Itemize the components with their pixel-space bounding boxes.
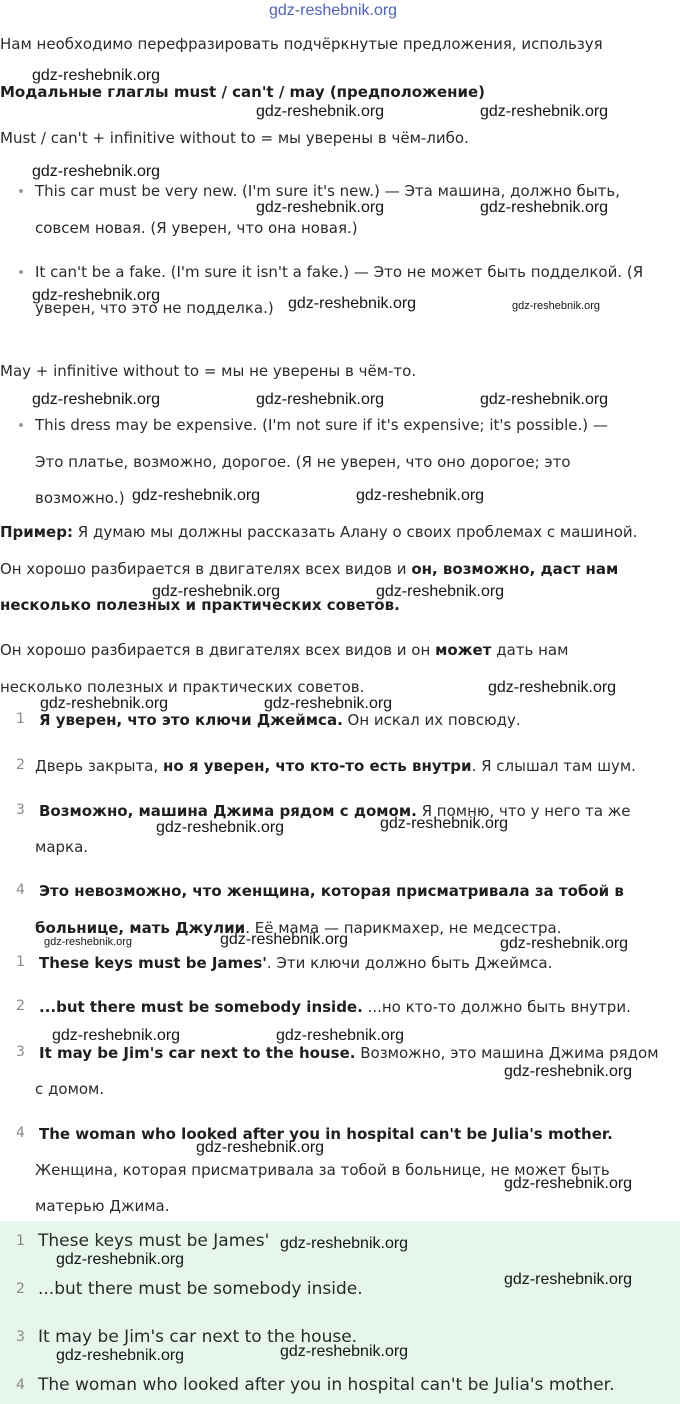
task-text: марка. <box>35 838 89 856</box>
final-number: 1 <box>16 1233 25 1249</box>
final-answer: These keys must be James' <box>38 1231 270 1251</box>
answer-number: 3 <box>16 1044 25 1060</box>
answer-item <box>39 953 552 973</box>
example-line <box>0 640 568 660</box>
final-answer: ...but there must be somebody inside. <box>38 1279 363 1299</box>
answer-number: 1 <box>16 954 25 970</box>
watermark-text: gdz-reshebnik.org <box>280 1343 409 1360</box>
watermark-text: gdz-reshebnik.org <box>512 300 601 312</box>
answer-text: ...но кто-то должно быть внутри. <box>362 998 631 1016</box>
bullet-dot <box>19 423 23 427</box>
watermark-text: gdz-reshebnik.org <box>32 163 161 180</box>
intro-text: Нам необходимо перефразировать подчёркнутые предложения, используя <box>0 35 603 53</box>
task-highlight: Это невозможно, что женщина, которая присматривала за тобой в <box>39 882 624 900</box>
task-text: . Я слышал там шум. <box>471 757 636 775</box>
watermark-text: gdz-reshebnik.org <box>376 583 505 600</box>
task-item <box>39 801 631 821</box>
watermark-text: gdz-reshebnik.org <box>156 819 285 836</box>
final-answer: It may be Jim's car next to the house. <box>38 1327 358 1347</box>
watermark-text: gdz-reshebnik.org <box>56 1347 185 1364</box>
must-rule: Must / can't + infinitive without to = мы уверены в чём-либо. <box>0 129 469 147</box>
watermark-text: gdz-reshebnik.org <box>32 391 161 408</box>
example-highlight: может <box>435 641 492 659</box>
bullet-text: It can't be a fake. (I'm sure it isn't a fake.) — Это не может быть подделкой. (Я <box>35 263 644 281</box>
bullet-dot <box>19 189 23 193</box>
watermark-text: gdz-reshebnik.org <box>480 391 609 408</box>
watermark-text: gdz-reshebnik.org <box>152 583 281 600</box>
may-rule: May + infinitive without to = мы не уверены в чём-то. <box>0 362 417 380</box>
answer-highlight: These keys must be James' <box>39 954 267 972</box>
answer-item <box>39 997 631 1017</box>
task-highlight: больнице, мать Джулии <box>35 919 246 937</box>
example-text: несколько полезных и практических советов. <box>0 678 365 696</box>
task-highlight: Возможно, машина Джима рядом с домом. <box>39 802 417 820</box>
watermark-text: gdz-reshebnik.org <box>504 1063 633 1080</box>
answer-text: Женщина, которая присматривала за тобой в больнице, не может быть <box>35 1161 610 1179</box>
final-answer: The woman who looked after you in hospital can't be Julia's mother. <box>38 1375 615 1395</box>
task-number: 2 <box>16 757 25 773</box>
watermark-text: gdz-reshebnik.org <box>220 931 349 948</box>
bullet-text: Это платье, возможно, дорогое. (Я не уверен, что оно дорогое; это <box>35 453 571 471</box>
watermark-text: gdz-reshebnik.org <box>196 1139 325 1156</box>
example-highlight: он, возможно, даст нам <box>411 560 619 578</box>
answer-text: матерью Джима. <box>35 1197 170 1215</box>
watermark-text: gdz-reshebnik.org <box>504 1271 633 1288</box>
bullet-dot <box>19 270 23 274</box>
bullet-text: This car must be very new. (I'm sure it's new.) — Эта машина, должно быть, <box>35 182 620 200</box>
bullet-text: This dress may be expensive. (I'm not sure if it's expensive; it's possible.) — <box>35 416 608 434</box>
watermark-text: gdz-reshebnik.org <box>132 487 261 504</box>
bullet-text: возможно.) <box>35 489 125 507</box>
final-number: 4 <box>16 1377 25 1393</box>
task-highlight: но я уверен, что кто-то есть внутри <box>162 757 472 775</box>
task-text: . Её мама — парикмахер, не медсестра. <box>245 919 562 937</box>
answer-item <box>39 1043 659 1063</box>
watermark-text: gdz-reshebnik.org <box>269 2 398 19</box>
example-highlight: несколько полезных и практических советов. <box>0 596 400 614</box>
answer-text: с домом. <box>35 1080 105 1098</box>
answer-highlight: ...but there must be somebody inside. <box>39 998 363 1016</box>
final-number: 3 <box>16 1329 25 1345</box>
answer-highlight: The woman who looked after you in hospital can't be Julia's mother. <box>39 1125 613 1143</box>
task-text: Я помню, что у него та же <box>416 802 631 820</box>
example-line <box>0 522 637 542</box>
example-label: Пример: <box>0 523 73 541</box>
watermark-text: gdz-reshebnik.org <box>276 1027 405 1044</box>
task-highlight: Я уверен, что это ключи Джеймса. <box>39 711 343 729</box>
example-line <box>0 559 618 579</box>
watermark-text: gdz-reshebnik.org <box>500 935 629 952</box>
task-item <box>35 756 636 776</box>
watermark-text: gdz-reshebnik.org <box>256 199 385 216</box>
answer-number: 2 <box>16 998 25 1014</box>
task-number: 4 <box>16 882 25 898</box>
example-text: Я думаю мы должны рассказать Алану о своих проблемах с машиной. <box>72 523 638 541</box>
watermark-text: gdz-reshebnik.org <box>264 695 393 712</box>
bullet-text: совсем новая. (Я уверен, что она новая.) <box>35 219 358 237</box>
example-text: Он хорошо разбирается в двигателях всех видов и <box>0 560 412 578</box>
answer-number: 4 <box>16 1125 25 1141</box>
watermark-text: gdz-reshebnik.org <box>480 103 609 120</box>
task-text: Он искал их повсюду. <box>342 711 521 729</box>
modal-title: Модальные глаглы must / can't / may (предположение) <box>0 83 486 101</box>
watermark-text: gdz-reshebnik.org <box>280 1235 409 1252</box>
answer-text: . Эти ключи должно быть Джеймса. <box>266 954 553 972</box>
bullet-text: уверен, что это не подделка.) <box>35 299 274 317</box>
answer-highlight: It may be Jim's car next to the house. <box>39 1044 356 1062</box>
task-item <box>39 710 521 730</box>
watermark-text: gdz-reshebnik.org <box>256 391 385 408</box>
task-number: 1 <box>16 711 25 727</box>
watermark-text: gdz-reshebnik.org <box>256 103 385 120</box>
task-text: Дверь закрыта, <box>35 757 163 775</box>
watermark-text: gdz-reshebnik.org <box>32 67 161 84</box>
watermark-text: gdz-reshebnik.org <box>504 1175 633 1192</box>
watermark-text: gdz-reshebnik.org <box>480 199 609 216</box>
watermark-text: gdz-reshebnik.org <box>56 1251 185 1268</box>
watermark-text: gdz-reshebnik.org <box>488 679 617 696</box>
watermark-text: gdz-reshebnik.org <box>380 815 509 832</box>
final-number: 2 <box>16 1281 25 1297</box>
example-text: Он хорошо разбирается в двигателях всех видов и он <box>0 641 436 659</box>
watermark-text: gdz-reshebnik.org <box>356 487 485 504</box>
watermark-text: gdz-reshebnik.org <box>52 1027 181 1044</box>
watermark-text: gdz-reshebnik.org <box>32 287 161 304</box>
watermark-text: gdz-reshebnik.org <box>40 695 169 712</box>
answer-text: Возможно, это машина Джима рядом <box>355 1044 659 1062</box>
task-number: 3 <box>16 802 25 818</box>
watermark-text: gdz-reshebnik.org <box>288 295 417 312</box>
example-text: дать нам <box>491 641 569 659</box>
watermark-text: gdz-reshebnik.org <box>44 936 133 948</box>
task-item <box>35 918 561 938</box>
